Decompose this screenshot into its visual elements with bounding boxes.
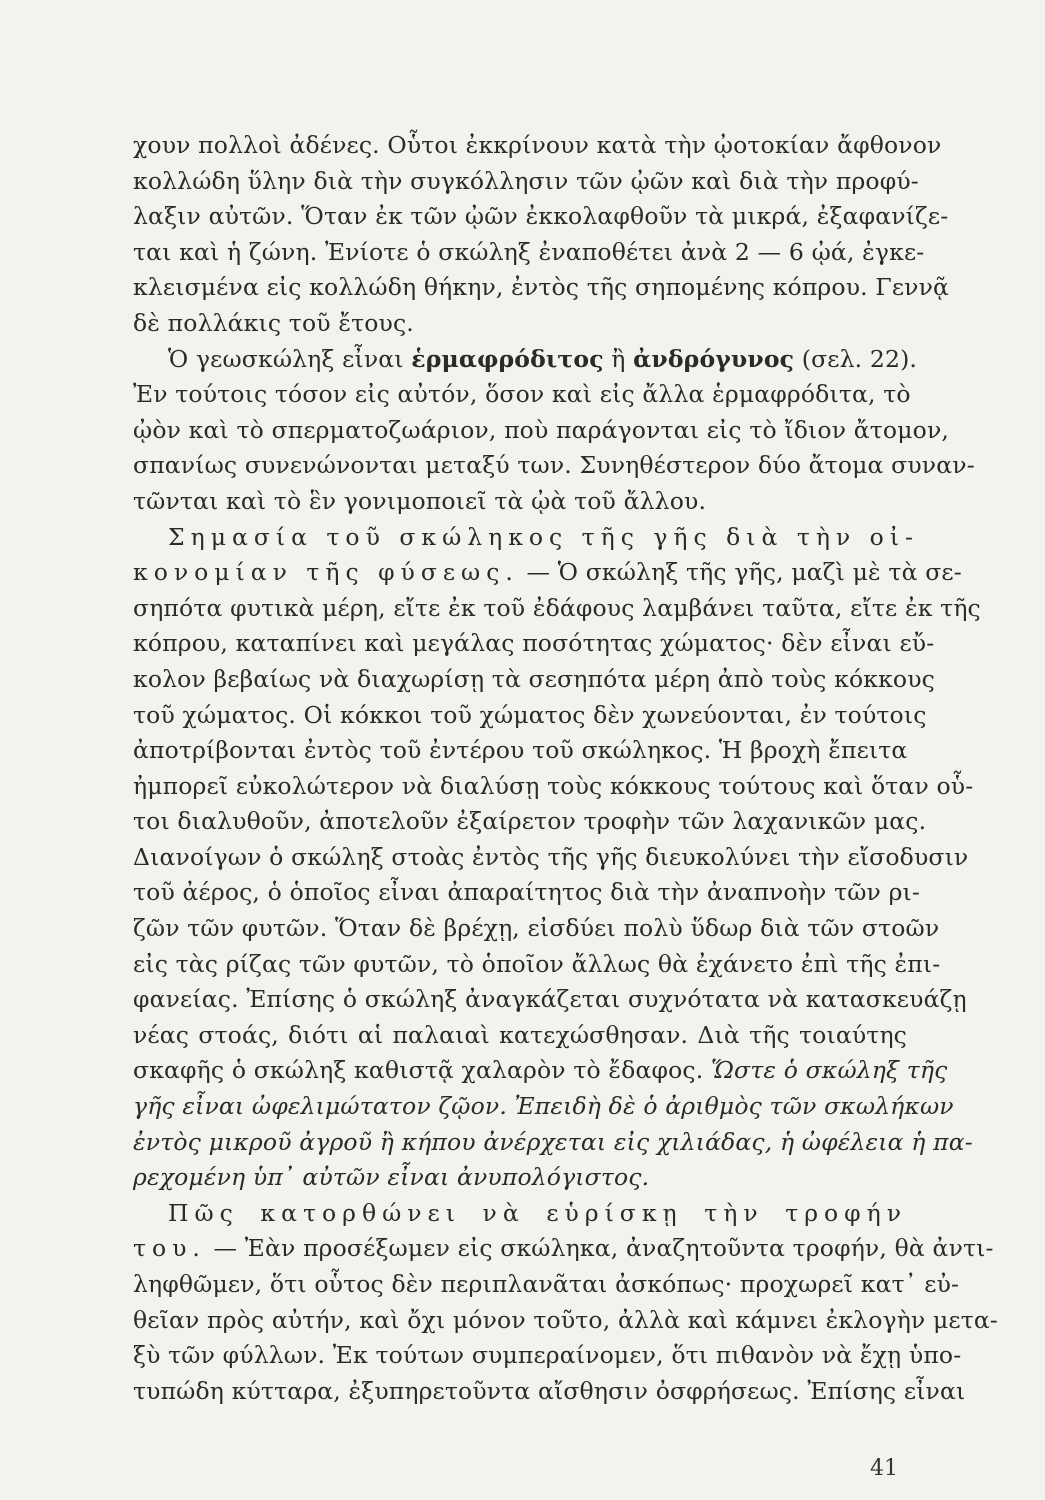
text-line: δὲ πολλάκις τοῦ ἔτους. [133,308,414,337]
text-line: ξὺ τῶν φύλλων. Ἐκ τούτων συμπεραίνομεν, ὅτι πιθανὸν νὰ ἔχῃ ὑπο- [133,1341,962,1370]
text-line: ἠμπορεῖ εὐκολώτερον νὰ διαλύσῃ τοὺς κόκκους τούτους καὶ ὅταν οὗ- [133,771,974,800]
text-line: κόπρου, καταπίνει καὶ μεγάλας ποσότητας χώματος· δὲν εἶναι εὔ- [133,629,935,658]
text-line: τῶνται καὶ τὸ ἓν γονιμοποιεῖ τὰ ᾠὰ τοῦ ἄλλου. [133,486,707,515]
italic-conclusion: Ὥστε ὁ σκώληξ τῆς [710,1056,948,1085]
text-run: (σελ. 22). [794,344,918,373]
text-line: εἰς τὰς ρίζας τῶν φυτῶν, τὸ ὁποῖον ἄλλως θὰ ἐχάνετο ἐπὶ τῆς ἐπι- [133,949,941,978]
text-line: κλεισμένα εἰς κολλώδη θήκην, ἐντὸς τῆς σηπομένης κόπρου. Γεννᾷ [133,273,950,302]
section-heading-importance-cont: κονομίαν τῆς φύσεως. [133,558,519,587]
text-line: νέας στοάς, διότι αἱ παλαιαὶ κατεχώσθησαν. Διὰ τῆς τοιαύτης [133,1020,907,1049]
text-line: ται καὶ ἡ ζώνη. Ἐνίοτε ὁ σκώληξ ἐναποθέτει ἀνὰ 2 — 6 ᾠά, ἐγκε- [133,237,925,266]
body-text [133,128,999,1409]
italic-line: ἐντὸς μικροῦ ἀγροῦ ἢ κήπου ἀνέρχεται εἰς χιλιάδας, ἡ ὠφέλεια ἡ πα- [133,1127,973,1156]
text-line: ληφθῶμεν, ὅτι οὗτος δὲν περιπλανᾶται ἀσκόπως· προχωρεῖ κατ᾽ εὐ- [133,1270,960,1298]
section-heading-food: Πῶς κατορθώνει νὰ εὑρίσκῃ τὴν τροφήν [168,1198,907,1227]
text-run: ἢ [603,344,634,373]
text-line: ζῶν τῶν φυτῶν. Ὅταν δὲ βρέχῃ, εἰσδύει πολὺ ὕδωρ διὰ τῶν στοῶν [133,914,940,943]
text-line: φανείας. Ἐπίσης ὁ σκώληξ ἀναγκάζεται συχνότατα νὰ κατασκευάζῃ [133,985,967,1014]
text-line [133,1053,948,1089]
text-run: — Ἐὰν προσέξωμεν εἰς σκώληκα, ἀναζητοῦντα τροφήν, θὰ ἀντι- [205,1234,994,1263]
text-line: σηπότα φυτικὰ μέρη, εἴτε ἐκ τοῦ ἐδάφους λαμβάνει ταῦτα, εἴτε ἐκ τῆς [133,593,981,622]
text-run: — Ὁ σκώληξ τῆς γῆς, μαζὶ μὲ τὰ σε- [518,558,962,587]
text-line: ᾠὸν καὶ τὸ σπερματοζωάριον, ποὺ παράγονται εἰς τὸ ἴδιον ἄτομον, [133,415,950,444]
text-line [133,555,962,591]
term-hermaphrodite: ἑρμαφρόδιτος [411,344,604,373]
text-line: σπανίως συνενώνονται μεταξύ των. Συνηθέστερον δύο ἄτομα συναν- [133,451,975,480]
section-heading-food-cont: του. [133,1234,206,1263]
text-line: θεῖαν πρὸς αὐτήν, καὶ ὄχι μόνον τοῦτο, ἀλλὰ καὶ κάμνει ἐκλογὴν μετα- [133,1305,999,1334]
text-line: τοῦ ἀέρος, ὁ ὁποῖος εἶναι ἀπαραίτητος διὰ τὴν ἀναπνοὴν τῶν ρι- [133,878,921,907]
term-androgynous: ἀνδρόγυνος [633,344,795,373]
text-line: Διανοίγων ὁ σκώληξ στοὰς ἐντὸς τῆς γῆς διευκολύνει τὴν εἴσοδυσιν [133,842,969,871]
text-run: Ὁ γεωσκώληξ εἶναι [168,344,412,373]
text-line: χουν πολλοὶ ἀδένες. Οὗτοι ἐκκρίνουν κατὰ τὴν ᾠοτοκίαν ἄφθονον [133,131,942,159]
text-line: τοι διαλυθοῦν, ἀποτελοῦν ἐξαίρετον τροφὴν τῶν λαχανικῶν μας. [133,807,927,836]
paragraph-hermaphrodite [133,342,918,378]
text-line [133,1231,994,1267]
page-number: 41 [870,1456,898,1481]
italic-line: γῆς εἶναι ὠφελιμώτατον ζῷον. Ἐπειδὴ δὲ ὁ ἀριθμὸς τῶν σκωλήκων [133,1092,954,1121]
text-line: κολον βεβαίως νὰ διαχωρίσῃ τὰ σεσηπότα μέρη ἀπὸ τοὺς κόκκους [133,664,935,693]
text-run: σκαφῆς ὁ σκώληξ καθιστᾷ χαλαρὸν τὸ ἔδαφος. [133,1056,711,1085]
text-line: τοῦ χώματος. Οἱ κόκκοι τοῦ χώματος δὲν χωνεύονται, ἐν τούτοις [133,700,927,729]
italic-line: ρεχομένη ὑπ᾽ αὐτῶν εἶναι ἀνυπολόγιστος. [133,1163,650,1192]
section-heading-importance: Σημασία τοῦ σκώληκος τῆς γῆς διὰ τὴν οἰ- [168,522,919,551]
text-line: Ἐν τούτοις τόσον εἰς αὐτόν, ὅσον καὶ εἰς ἄλλα ἑρμαφρόδιτα, τὸ [133,380,911,409]
text-line: λαξιν αὐτῶν. Ὅταν ἐκ τῶν ᾠῶν ἐκκολαφθοῦν τὰ μικρά, ἐξαφανίζε- [133,202,949,231]
text-line: κολλώδη ὕλην διὰ τὴν συγκόλλησιν τῶν ᾠῶν καὶ διὰ τὴν προφύ- [133,166,919,195]
text-line: τυπώδη κύτταρα, ἐξυπηρετοῦντα αἴσθησιν ὀσφρήσεως. Ἐπίσης εἶναι [133,1376,966,1405]
text-line: ἀποτρίβονται ἐντὸς τοῦ ἐντέρου τοῦ σκώληκος. Ἡ βροχὴ ἔπειτα [133,736,908,765]
